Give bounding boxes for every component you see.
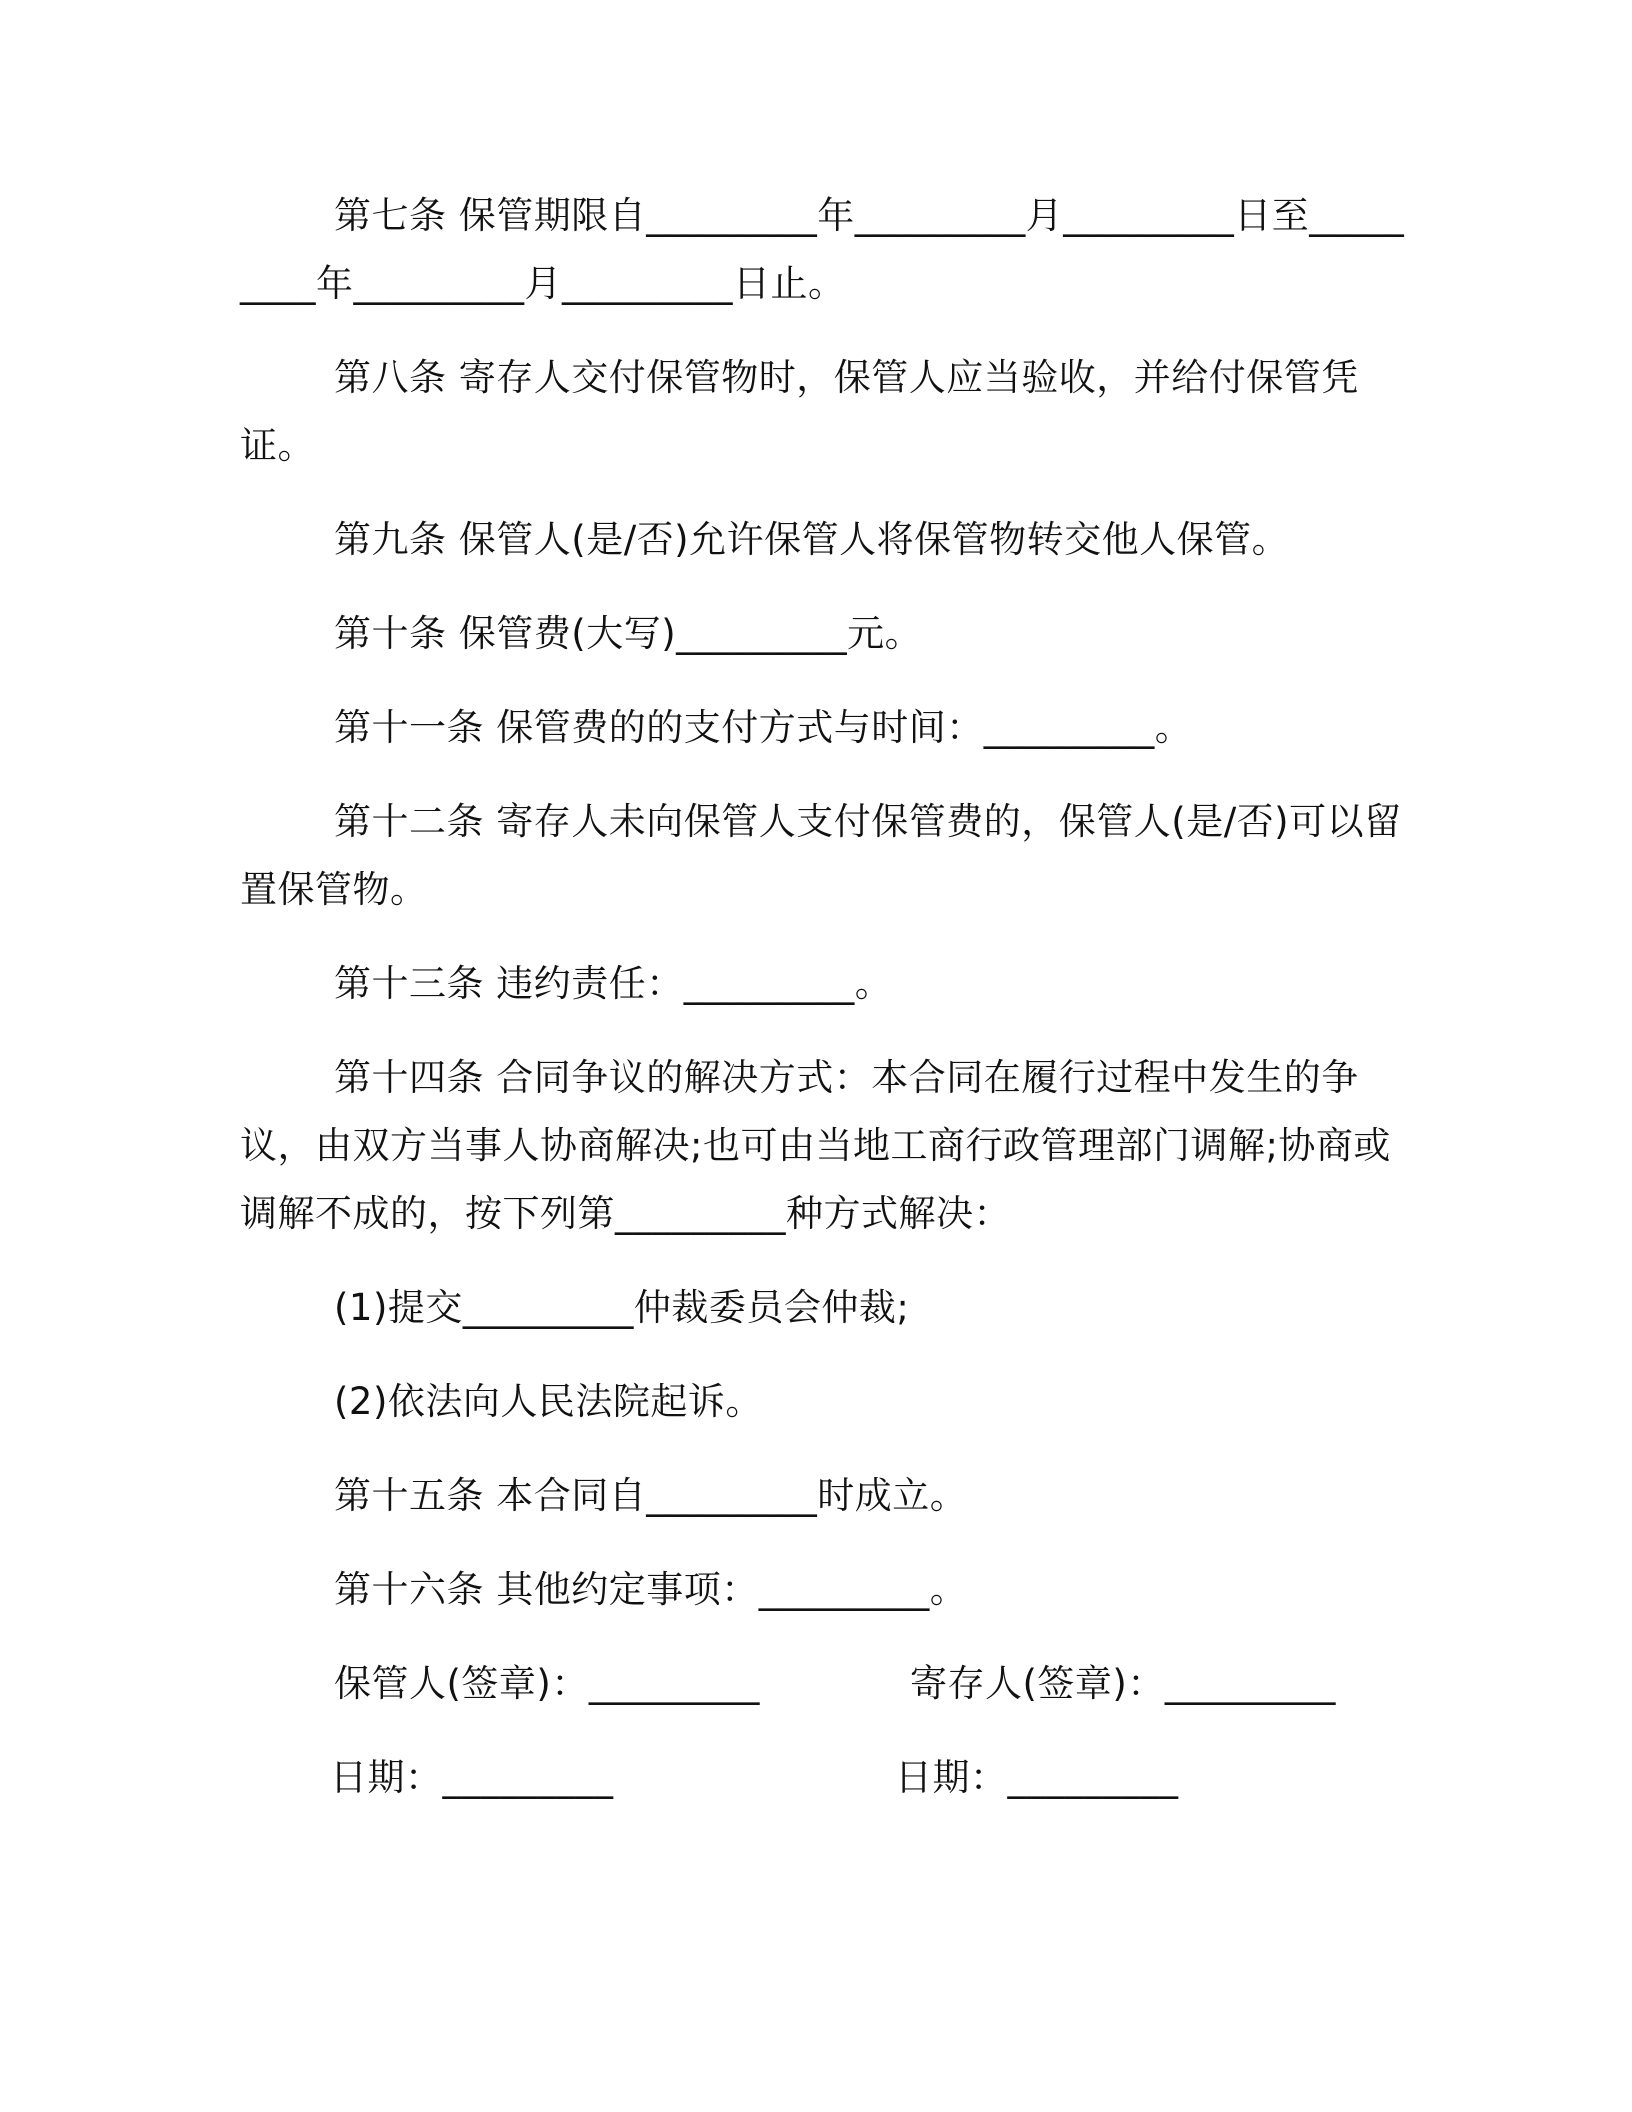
depositor-signature: 寄存人(签章)：_________: [910, 1662, 1336, 1705]
article-15: 第十五条 本合同自_________时成立。: [334, 1474, 968, 1517]
signature-row: [240, 1650, 1420, 1718]
article-9: 第九条 保管人(是/否)允许保管人将保管物转交他人保管。: [334, 518, 1290, 561]
date-row: [240, 1744, 1420, 1812]
article-11: 第十一条 保管费的的支付方式与时间：_________。: [334, 706, 1193, 749]
article-12: 第十二条 寄存人未向保管人支付保管费的，保管人(是/否)可以留置保管物。: [240, 800, 1402, 911]
contract-body: [240, 182, 1420, 1838]
depositor-date: 日期：_________: [895, 1756, 1179, 1799]
custodian-date: 日期：_________: [330, 1756, 614, 1799]
article-10: 第十条 保管费(大写)_________元。: [334, 612, 923, 655]
article-14: 第十四条 合同争议的解决方式：本合同在履行过程中发生的争议，由双方当事人协商解决;也可由当地工商行政管理部门调解;协商或调解不成的，按下列第_________种方式解决：: [240, 1056, 1391, 1235]
article-7: 第七条 保管期限自_________年_________月_________日至_________年_________月_________日止。: [240, 194, 1405, 305]
article-13: 第十三条 违约责任：_________。: [334, 962, 893, 1005]
litigation-option: (2)依法向人民法院起诉。: [334, 1380, 763, 1423]
arbitration-option: (1)提交_________仲裁委员会仲裁;: [334, 1286, 910, 1329]
article-16: 第十六条 其他约定事项：_________。: [334, 1568, 968, 1611]
custodian-signature: 保管人(签章)：_________: [334, 1662, 760, 1705]
article-8: 第八条 寄存人交付保管物时，保管人应当验收，并给付保管凭证。: [240, 356, 1359, 467]
